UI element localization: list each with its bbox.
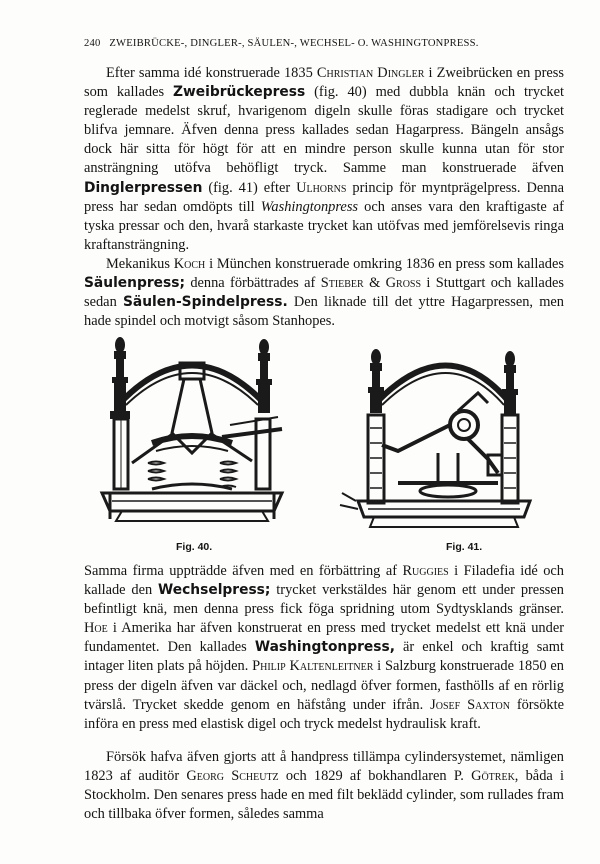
paragraph-zweibrucke: [84, 64, 564, 255]
text: i Zweibrücken en press som kallades: [84, 65, 565, 101]
text: Mekanikus: [106, 256, 174, 272]
figure-41-caption: Fig. 41.: [446, 541, 483, 553]
person-name: Stieber & Gross: [320, 275, 422, 292]
text: princip för myntprägelpress. Denna press har sedan omdöpts till: [84, 179, 564, 215]
running-header: [84, 38, 564, 49]
person-name: Ruggies: [402, 563, 449, 579]
text: Försök hafva äfven gjorts att å handpress tillämpa cylindersystemet, nämligen 1823 af auditör: [84, 749, 564, 785]
text: i Stuttgart och kallades sedan: [84, 275, 565, 311]
person-name: Georg Scheutz: [186, 768, 279, 785]
figure-40-press-illustration: [92, 333, 292, 533]
text: Samma firma uppträdde äfven med en förbättring af: [84, 563, 403, 579]
text: och 1829 af bokhandlaren: [278, 768, 454, 785]
text: i Salzburg konstruerade 1850 en press der digeln äfven var däckel och, nedlagd öfver formen, fasthölls af en rörlig tvärslå. Trycket skedde genom en häfstång under ifrån.: [84, 658, 564, 713]
text: i Filadefia idé och kallade den: [84, 563, 564, 599]
text: Den liknade till det yttre Hagarpressen, men hade spindel och motvigt såsom Stanhopes.: [84, 294, 564, 330]
person-name: Koch: [173, 256, 206, 272]
text: (fig. 41) efter: [202, 179, 297, 196]
person-name: Christian Dingler: [316, 65, 425, 81]
italic-term: Washingtonpress: [260, 198, 359, 215]
press-name: Säulenpress;: [84, 275, 185, 292]
text: , båda i Stockholm. Den senares press hade en med filt beklädd cylinder, som rullades fram och tillbaka öfver formen, således samma: [84, 768, 565, 823]
text: trycket verkstäldes här genom ett under pressen befintligt knä, men denna press fick föga spridning utom Sydtysklands gränser.: [84, 582, 564, 618]
figure-40-caption: Fig. 40.: [176, 541, 213, 553]
press-name: Dinglerpressen: [84, 179, 203, 196]
press-name: Washingtonpress,: [254, 639, 395, 656]
page-number: 240: [84, 38, 101, 49]
person-name: P. Götrek: [453, 768, 515, 785]
text: och anses vara den kraftigaste af tyska pressar och den, hvarå starkaste trycket kan utöfvas med jemförelsevis ringa kraftansträngning.: [84, 198, 564, 253]
paragraph-cylindersystem: [84, 748, 564, 824]
person-name: Hoe: [84, 620, 108, 637]
press-name: Wechselpress;: [158, 582, 271, 599]
text: Efter samma idé konstruerade 1835: [106, 65, 317, 81]
paragraph-saulenpress: [84, 255, 564, 331]
text: försökte införa en press med elastisk digel och tryck medelst hydraulisk kraft.: [84, 696, 564, 732]
press-name: Zweibrückepress: [173, 84, 306, 101]
person-name: Josef Saxton: [430, 696, 510, 713]
text: i Amerika har äfven konstruerat en press med trycket medelst ett knä under fundamentet. Den kallades: [84, 620, 564, 656]
person-name: Philip Kaltenleitner: [252, 658, 374, 675]
text: är enkel och kraftig samt intager liten plats på höjden.: [84, 639, 564, 675]
press-name: Säulen-Spindelpress.: [122, 294, 288, 311]
paragraph-wechselpress: [84, 562, 564, 734]
person-name: Ulhorns: [296, 179, 347, 196]
running-title: ZWEIBRÜCKE-, DINGLER-, SÄULEN-, WECHSEL- O. WASHINGTONPRESS.: [109, 38, 479, 49]
text: i München konstruerade omkring 1836 en press som kallades: [205, 256, 564, 272]
figure-41-press-illustration: [338, 333, 538, 533]
text: denna förbättrades af: [184, 275, 321, 292]
text: (fig. 40) med dubbla knän och trycket reglerade medelst skruf, hvarigenom digeln skulle föras stadigare och trycket blifva jemnare. Äfven denna press kallades sedan Hagarpress. Bängeln ansågs dock här sitta för högt för att en mindre person skulle kunna utan för stor ansträngning utöfva behöfligt tryck. Samme man konstruerade äfven: [84, 84, 564, 177]
